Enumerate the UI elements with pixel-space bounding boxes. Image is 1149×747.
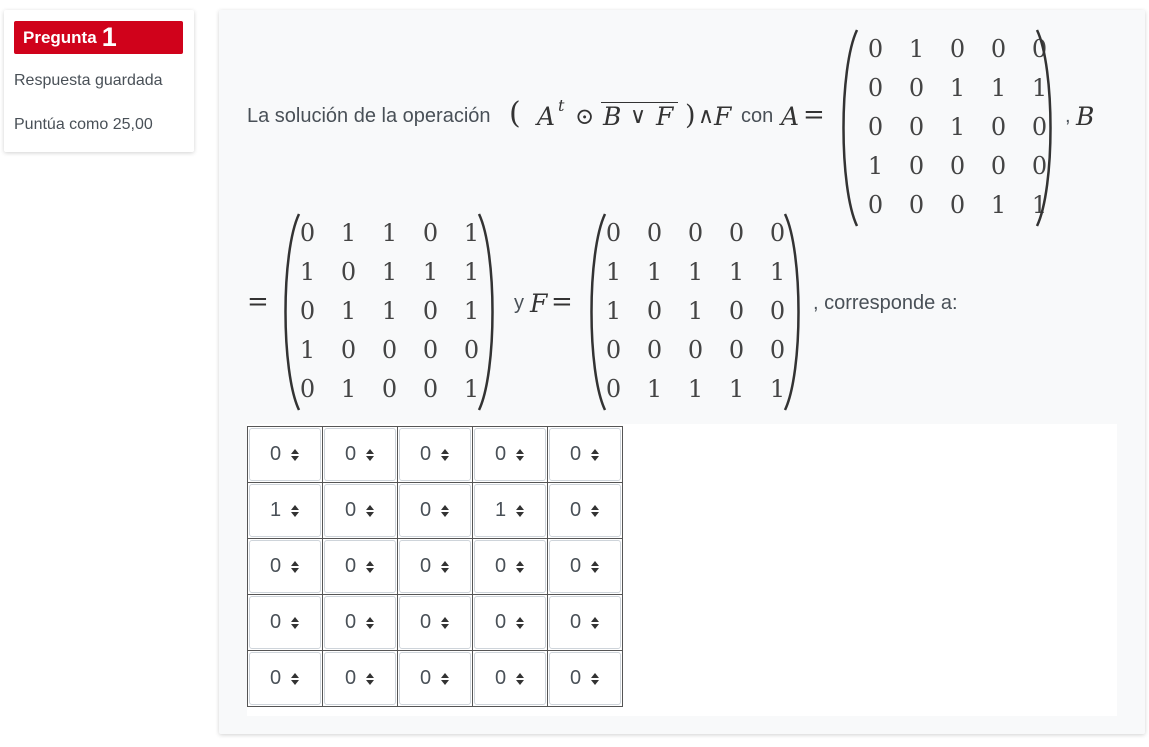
answer-select-r4c2[interactable]	[324, 596, 396, 649]
matrix-A-cell: 1	[908, 35, 925, 64]
answer-select-r5c5[interactable]	[549, 652, 621, 705]
sort-arrows-icon	[590, 616, 600, 630]
answer-select-r3c2[interactable]	[324, 540, 396, 593]
answer-select-value: 0	[494, 611, 507, 633]
matrix-F-cell: 1	[646, 258, 663, 287]
symbol-F-2: F	[714, 102, 732, 131]
matrix-A-cell: 0	[1031, 112, 1048, 141]
matrix-F-cell: 1	[687, 374, 704, 403]
answer-select-r3c1[interactable]	[249, 540, 321, 593]
word-con: con	[741, 105, 774, 127]
matrix-B-cell: 1	[463, 374, 480, 403]
answer-select-value: 0	[269, 611, 282, 633]
matrix-A-cell: 0	[908, 74, 925, 103]
equals-B: =	[247, 287, 269, 317]
matrix-F-cell: 0	[605, 374, 622, 403]
matrix-F-cell: 1	[646, 374, 663, 403]
answer-select-value: 0	[569, 499, 582, 521]
sort-arrows-icon	[290, 560, 300, 574]
matrix-A-cell: 0	[990, 112, 1007, 141]
matrix-B-cell: 0	[381, 374, 398, 403]
matrix-F-cell: 0	[769, 219, 786, 248]
matrix-A-cell: 1	[867, 151, 884, 180]
matrix-B-cell: 1	[340, 219, 357, 248]
matrix-B-right-paren	[477, 212, 499, 412]
answer-cell	[323, 483, 398, 539]
question-state: Respuesta guardada	[14, 72, 163, 89]
corresponde-text: , corresponde a:	[813, 292, 958, 314]
answer-row	[248, 483, 623, 539]
matrix-A-cell: 0	[990, 151, 1007, 180]
answer-select-value: 0	[344, 667, 357, 689]
matrix-B-cell: 0	[381, 335, 398, 364]
matrix-B-cell: 1	[381, 219, 398, 248]
matrix-A-cell: 0	[867, 112, 884, 141]
answer-cell	[248, 595, 323, 651]
answer-cell	[323, 539, 398, 595]
answer-select-r4c4[interactable]	[474, 596, 546, 649]
sort-arrows-icon	[590, 560, 600, 574]
matrix-F-cell: 0	[728, 335, 745, 364]
matrix-B-cell: 0	[299, 219, 316, 248]
matrix-F-cell: 0	[605, 335, 622, 364]
symbol-wedge: ∧	[698, 104, 715, 129]
answer-cell	[473, 595, 548, 651]
answer-select-value: 1	[269, 499, 282, 521]
answer-select-r2c3[interactable]	[399, 484, 471, 537]
matrix-F-cell: 0	[646, 219, 663, 248]
answer-select-value: 0	[344, 499, 357, 521]
matrix-B-cell: 1	[299, 335, 316, 364]
matrix-F-cell: 0	[728, 219, 745, 248]
sort-arrows-icon	[515, 560, 525, 574]
answer-cell	[398, 651, 473, 707]
matrix-A-right-paren	[1035, 28, 1057, 228]
answer-select-r5c1[interactable]	[249, 652, 321, 705]
sort-arrows-icon	[515, 672, 525, 686]
sort-arrows-icon	[440, 560, 450, 574]
matrix-B-grid	[287, 214, 492, 408]
answer-select-value: 0	[419, 667, 432, 689]
answer-select-value: 0	[419, 555, 432, 577]
matrix-F-cell: 0	[728, 296, 745, 325]
close-paren: )	[685, 100, 696, 131]
answer-select-value: 0	[419, 499, 432, 521]
answer-select-r1c3[interactable]	[399, 428, 471, 481]
matrix-A-cell: 0	[908, 190, 925, 219]
answer-select-r4c3[interactable]	[399, 596, 471, 649]
matrix-F-cell: 1	[687, 258, 704, 287]
answer-cell	[548, 595, 623, 651]
question-info-panel	[4, 10, 194, 152]
symbol-B-1: B	[603, 102, 622, 131]
matrix-F-right-paren	[783, 212, 805, 412]
answer-select-r5c2[interactable]	[324, 652, 396, 705]
matrix-B-cell: 1	[422, 258, 439, 287]
sort-arrows-icon	[365, 448, 375, 462]
answer-select-r2c5[interactable]	[549, 484, 621, 537]
matrix-A-cell: 0	[908, 112, 925, 141]
sort-arrows-icon	[365, 672, 375, 686]
symbol-F-3: F	[530, 289, 548, 318]
sort-arrows-icon	[590, 504, 600, 518]
answer-row	[248, 427, 623, 483]
answer-select-value: 0	[569, 443, 582, 465]
sort-arrows-icon	[590, 672, 600, 686]
answer-cell	[248, 427, 323, 483]
sort-arrows-icon	[590, 448, 600, 462]
symbol-A: A	[537, 102, 556, 131]
sort-arrows-icon	[515, 504, 525, 518]
matrix-F-cell: 0	[605, 219, 622, 248]
matrix-F-cell: 0	[687, 219, 704, 248]
question-number-badge	[14, 21, 183, 54]
matrix-B-cell: 1	[299, 258, 316, 287]
matrix-A-cell: 1	[1031, 74, 1048, 103]
equals-A: =	[803, 100, 825, 130]
answer-cell	[473, 483, 548, 539]
answer-select-value: 0	[344, 555, 357, 577]
matrix-B-cell: 0	[422, 219, 439, 248]
answer-cell	[398, 483, 473, 539]
answer-select-value: 0	[494, 443, 507, 465]
matrix-F-cell: 1	[728, 374, 745, 403]
answer-select-r1c4[interactable]	[474, 428, 546, 481]
answer-cell	[398, 539, 473, 595]
matrix-B-cell: 0	[422, 374, 439, 403]
matrix-F-cell: 1	[605, 258, 622, 287]
answer-cell	[248, 539, 323, 595]
answer-select-value: 0	[569, 611, 582, 633]
matrix-A-cell: 1	[949, 112, 966, 141]
answer-cell	[548, 539, 623, 595]
answer-cell	[548, 483, 623, 539]
matrix-B-cell: 0	[340, 335, 357, 364]
answer-select-r3c4[interactable]	[474, 540, 546, 593]
matrix-A-cell: 0	[949, 35, 966, 64]
matrix-B-cell: 0	[422, 335, 439, 364]
symbol-B-2: B	[1076, 102, 1095, 131]
matrix-A-cell: 0	[908, 151, 925, 180]
question-grade: Puntúa como 25,00	[14, 116, 153, 133]
answer-select-value: 0	[494, 667, 507, 689]
answer-select-r1c2[interactable]	[324, 428, 396, 481]
matrix-A-cell: 1	[949, 74, 966, 103]
matrix-B-cell: 1	[340, 296, 357, 325]
answer-select-value: 0	[269, 667, 282, 689]
matrix-F-cell: 1	[769, 374, 786, 403]
matrix-A-cell: 0	[867, 35, 884, 64]
answer-select-value: 0	[494, 555, 507, 577]
symbol-A-2: A	[781, 102, 800, 131]
answer-select-r5c3[interactable]	[399, 652, 471, 705]
answer-select-value: 0	[344, 443, 357, 465]
matrix-B-cell: 0	[340, 258, 357, 287]
symbol-transpose-t: t	[558, 96, 565, 115]
symbol-odot: ⊙	[575, 104, 595, 130]
matrix-F-cell: 0	[687, 335, 704, 364]
question-content	[219, 10, 1145, 734]
matrix-A	[837, 28, 1057, 228]
sort-arrows-icon	[515, 448, 525, 462]
matrix-A-cell: 0	[949, 190, 966, 219]
matrix-B-cell: 1	[463, 258, 480, 287]
answer-select-r3c3[interactable]	[399, 540, 471, 593]
answer-cell	[473, 651, 548, 707]
answer-row	[248, 651, 623, 707]
answer-cell	[248, 483, 323, 539]
matrix-A-cell: 0	[990, 35, 1007, 64]
answer-select-r4c5[interactable]	[549, 596, 621, 649]
answer-select-r1c5[interactable]	[549, 428, 621, 481]
answer-cell	[548, 427, 623, 483]
answer-select-r2c2[interactable]	[324, 484, 396, 537]
answer-select-r5c4[interactable]	[474, 652, 546, 705]
answer-select-value: 0	[269, 443, 282, 465]
matrix-F-cell: 0	[769, 296, 786, 325]
matrix-B-cell: 0	[463, 335, 480, 364]
answer-row	[248, 539, 623, 595]
answer-cell	[398, 595, 473, 651]
matrix-F-cell: 0	[646, 335, 663, 364]
matrix-F-cell: 0	[769, 335, 786, 364]
symbol-vee: ∨	[630, 104, 647, 129]
sort-arrows-icon	[440, 616, 450, 630]
matrix-F-grid	[593, 214, 798, 408]
matrix-A-cell: 0	[949, 151, 966, 180]
matrix-B-cell: 1	[463, 219, 480, 248]
matrix-A-cell: 0	[867, 74, 884, 103]
matrix-B-cell: 0	[299, 374, 316, 403]
answer-cell	[323, 595, 398, 651]
matrix-A-cell: 0	[1031, 151, 1048, 180]
sort-arrows-icon	[365, 616, 375, 630]
matrix-F-cell: 1	[769, 258, 786, 287]
answer-select-value: 0	[569, 555, 582, 577]
matrix-A-cell: 0	[1031, 35, 1048, 64]
answer-matrix-table	[247, 426, 623, 707]
matrix-F-cell: 1	[687, 296, 704, 325]
matrix-B-cell: 1	[463, 296, 480, 325]
matrix-A-cell: 1	[990, 74, 1007, 103]
matrix-B-cell: 0	[299, 296, 316, 325]
answer-row	[248, 595, 623, 651]
matrix-F-cell: 1	[605, 296, 622, 325]
answer-cell	[548, 651, 623, 707]
answer-select-r2c1[interactable]	[249, 484, 321, 537]
question-label: Pregunta	[23, 27, 97, 47]
matrix-A-cell: 1	[1031, 190, 1048, 219]
answer-cell	[248, 651, 323, 707]
matrix-B-cell: 1	[340, 374, 357, 403]
matrix-F-cell: 0	[646, 296, 663, 325]
question-intro-text: La solución de la operación	[247, 105, 491, 127]
word-y: y	[514, 292, 524, 314]
answer-cell	[323, 427, 398, 483]
sort-arrows-icon	[440, 672, 450, 686]
matrix-B-cell: 1	[381, 296, 398, 325]
answer-select-value: 0	[269, 555, 282, 577]
comma-after-A: ,	[1065, 105, 1071, 127]
answer-select-value: 0	[569, 667, 582, 689]
answer-select-r2c4[interactable]	[474, 484, 546, 537]
matrix-B-cell: 1	[381, 258, 398, 287]
matrix-A-cell: 0	[867, 190, 884, 219]
sort-arrows-icon	[440, 504, 450, 518]
equals-F: =	[551, 287, 573, 317]
sort-arrows-icon	[290, 616, 300, 630]
sort-arrows-icon	[440, 448, 450, 462]
matrix-B-cell: 0	[422, 296, 439, 325]
answer-select-value: 0	[419, 443, 432, 465]
sort-arrows-icon	[365, 504, 375, 518]
answer-select-r1c1[interactable]	[249, 428, 321, 481]
answer-select-r3c5[interactable]	[549, 540, 621, 593]
question-number: 1	[101, 22, 117, 52]
answer-cell	[473, 427, 548, 483]
answer-cell	[398, 427, 473, 483]
matrix-A-grid	[855, 30, 1060, 224]
sort-arrows-icon	[290, 504, 300, 518]
symbol-F-1: F	[656, 102, 674, 131]
answer-select-value: 0	[344, 611, 357, 633]
answer-cell	[473, 539, 548, 595]
sort-arrows-icon	[290, 672, 300, 686]
matrix-F	[585, 212, 805, 412]
answer-select-value: 0	[419, 611, 432, 633]
matrix-F-cell: 1	[728, 258, 745, 287]
answer-select-r4c1[interactable]	[249, 596, 321, 649]
matrix-A-cell: 1	[990, 190, 1007, 219]
answer-cell	[323, 651, 398, 707]
open-paren: (	[509, 96, 521, 131]
answer-select-value: 1	[494, 499, 507, 521]
matrix-B	[279, 212, 499, 412]
sort-arrows-icon	[515, 616, 525, 630]
sort-arrows-icon	[290, 448, 300, 462]
sort-arrows-icon	[365, 560, 375, 574]
